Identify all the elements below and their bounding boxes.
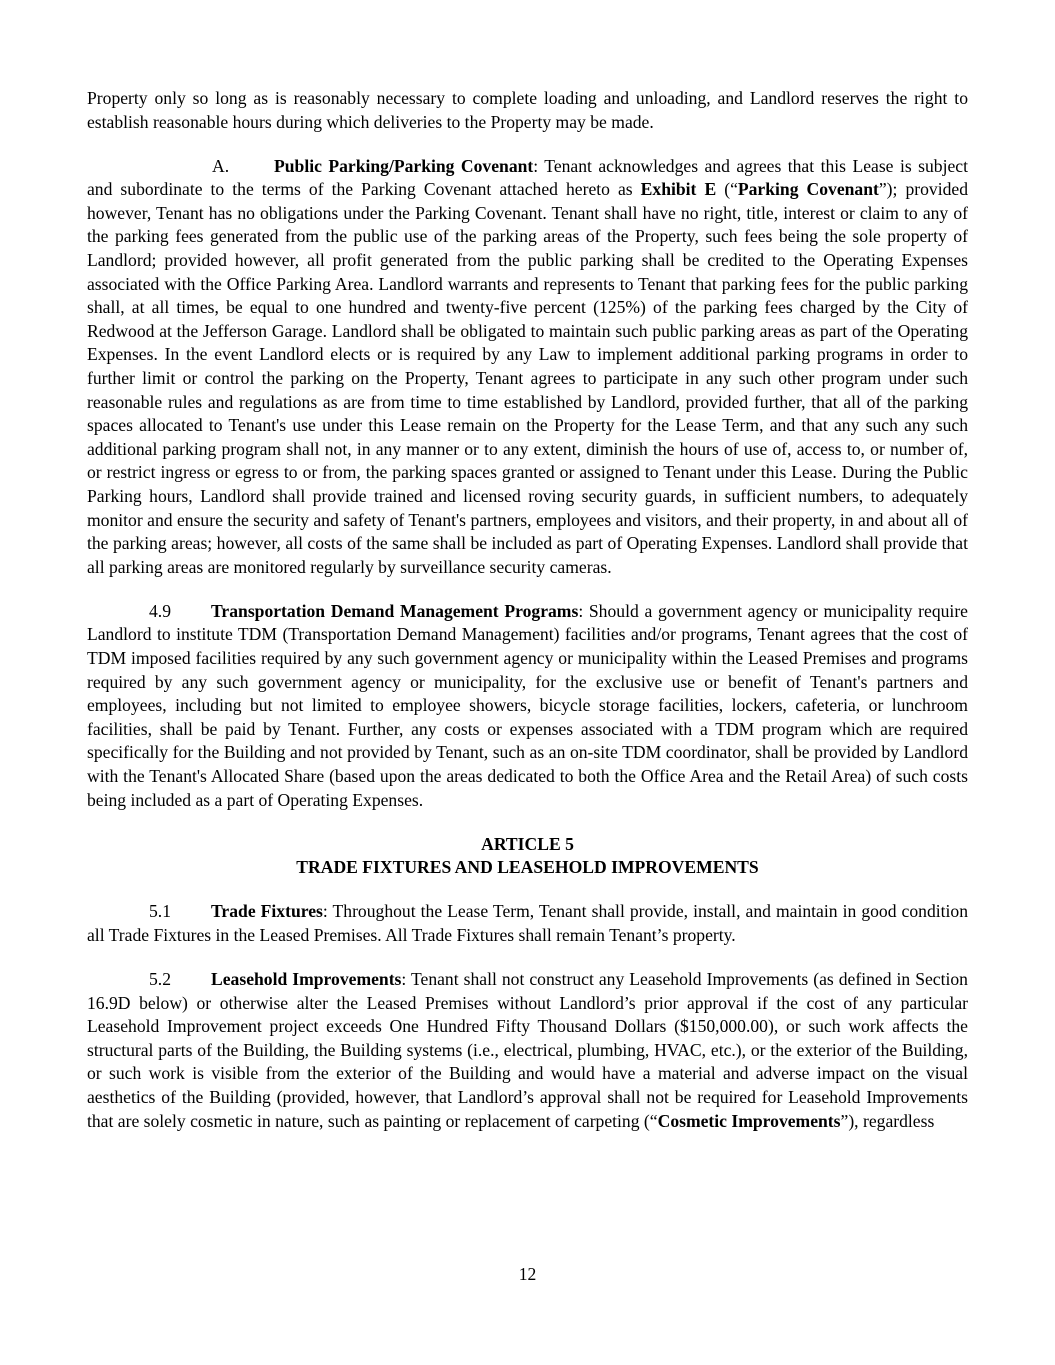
exhibit-reference: Exhibit E — [640, 179, 717, 200]
section-4-9-paragraph: 4.9 Transportation Demand Management Programs: Should a government agency or municipality require Landlord to institute TDM (Transportation Demand Management) facilities and/or programs, Tenant agrees that the cost of TDM imposed facilities required by any such government agency or municipality within the Leased Premises and programs required by any such government agency or municipality, for the exclusive use or benefit of Tenant's partners and employees, including but not limited to employee showers, bicycle storage facilities, lockers, cafeteria, or lunchroom facilities, shall be paid by Tenant. Further, any costs or expenses associated with a TDM program which are required specifically for the Building and not provided by Tenant, such as an on-site TDM coordinator, shall be provided by Landlord with the Tenant's Allocated Share (based upon the areas dedicated to both the Office Area and the Retail Area) of such costs being included as a part of Operating Expenses. — [87, 600, 968, 810]
section-a-number: A. — [212, 155, 230, 176]
section-5-2-heading: Leasehold Improvements — [211, 969, 402, 990]
defined-term-cosmetic-improvements: Cosmetic Improvements — [657, 1110, 841, 1131]
section-5-1-number: 5.1 — [149, 901, 171, 922]
section-a-heading: Public Parking/Parking Covenant — [274, 155, 534, 176]
section-4-9-heading: Transportation Demand Management Programs — [211, 600, 579, 621]
section-5-1-heading: Trade Fixtures — [211, 901, 323, 922]
article-heading — [87, 833, 968, 880]
article-number: ARTICLE 5 — [481, 833, 574, 854]
section-5-1-paragraph: 5.1 Trade Fixtures: Throughout the Lease Term, Tenant shall provide, install, and maintain in good condition all Trade Fixtures in the Leased Premises. All Trade Fixtures shall remain Tenant’s property. — [87, 901, 969, 945]
defined-term-parking-covenant: Parking Covenant — [737, 179, 879, 200]
section-4-9-number: 4.9 — [149, 600, 171, 621]
section-a-paragraph: A. Public Parking/Parking Covenant: Tenant acknowledges and agrees that this Lease is subject and subordinate to the terms of the Parking Covenant attached hereto as Exhibit E (“Parking Covenant”); provided however, Tenant has no obligations under the Parking Covenant. Tenant shall have no right, title, interest or claim to any of the parking fees generated from the public use of the parking areas of the Property, such fees being the sole property of Landlord; provided however, all profit generated from the public parking shall be credited to the Operating Expenses associated with the Office Parking Area. Landlord warrants and represents to Tenant that parking fees for the public parking shall, at all times, be equal to one hundred and twenty-five percent (125%) of the parking fees charged by the City of Redwood at the Jefferson Garage. Landlord shall be obligated to maintain such public parking areas as part of the Operating Expenses. In the event Landlord elects or is required by any Law to implement additional parking programs in order to further limit or control the parking on the Property, Tenant agrees to participate in any such other program under such reasonable rules and regulations as are from time to time established by Landlord, provided further, that all of the parking spaces allocated to Tenant's use under this Lease remain on the Property for the Lease Term, and that any such any such additional parking program shall not, in any manner or to any extent, diminish the hours of use of, access to, or number of, or restrict ingress or egress to or from, the parking spaces granted or assigned to Tenant under this Lease. During the Public Parking hours, Landlord shall provide trained and licensed roving security guards, in sufficient numbers, to adequately monitor and ensure the security and safety of Tenant's partners, employees and visitors, and their property, in and about all of the parking areas; however, all costs of the same shall be included as part of Operating Expenses. Landlord shall provide that all parking areas are monitored regularly by surveillance security cameras. — [87, 155, 969, 577]
article-title: TRADE FIXTURES AND LEASEHOLD IMPROVEMENTS — [296, 857, 759, 878]
section-5-2-number: 5.2 — [149, 969, 171, 990]
page-number: 12 — [518, 1264, 537, 1284]
paragraph-continuation: Property only so long as is reasonably necessary to complete loading and unloading, and Landlord reserves the right to establish reasonable hours during which deliveries to the Property may be made. — [87, 88, 968, 132]
document-page — [87, 87, 968, 1287]
section-5-2-paragraph: 5.2 Leasehold Improvements: Tenant shall not construct any Leasehold Improvements (as defined in Section 16.9D below) or otherwise alter the Leased Premises without Landlord’s prior approval if the cost of any particular Leasehold Improvement project exceeds One Hundred Fifty Thousand Dollars ($150,000.00), or such work affects the structural parts of the Building, the Building systems (i.e., electrical, plumbing, HVAC, etc.), or the exterior of the Building, or such work is visible from the exterior of the Building and would have a material and adverse impact on the visual aesthetics of the Building (provided, however, that Landlord’s approval shall not be required for Leasehold Improvements that are solely cosmetic in nature, such as painting or replacement of carpeting (“Cosmetic Improvements”), regardless — [87, 969, 968, 1131]
